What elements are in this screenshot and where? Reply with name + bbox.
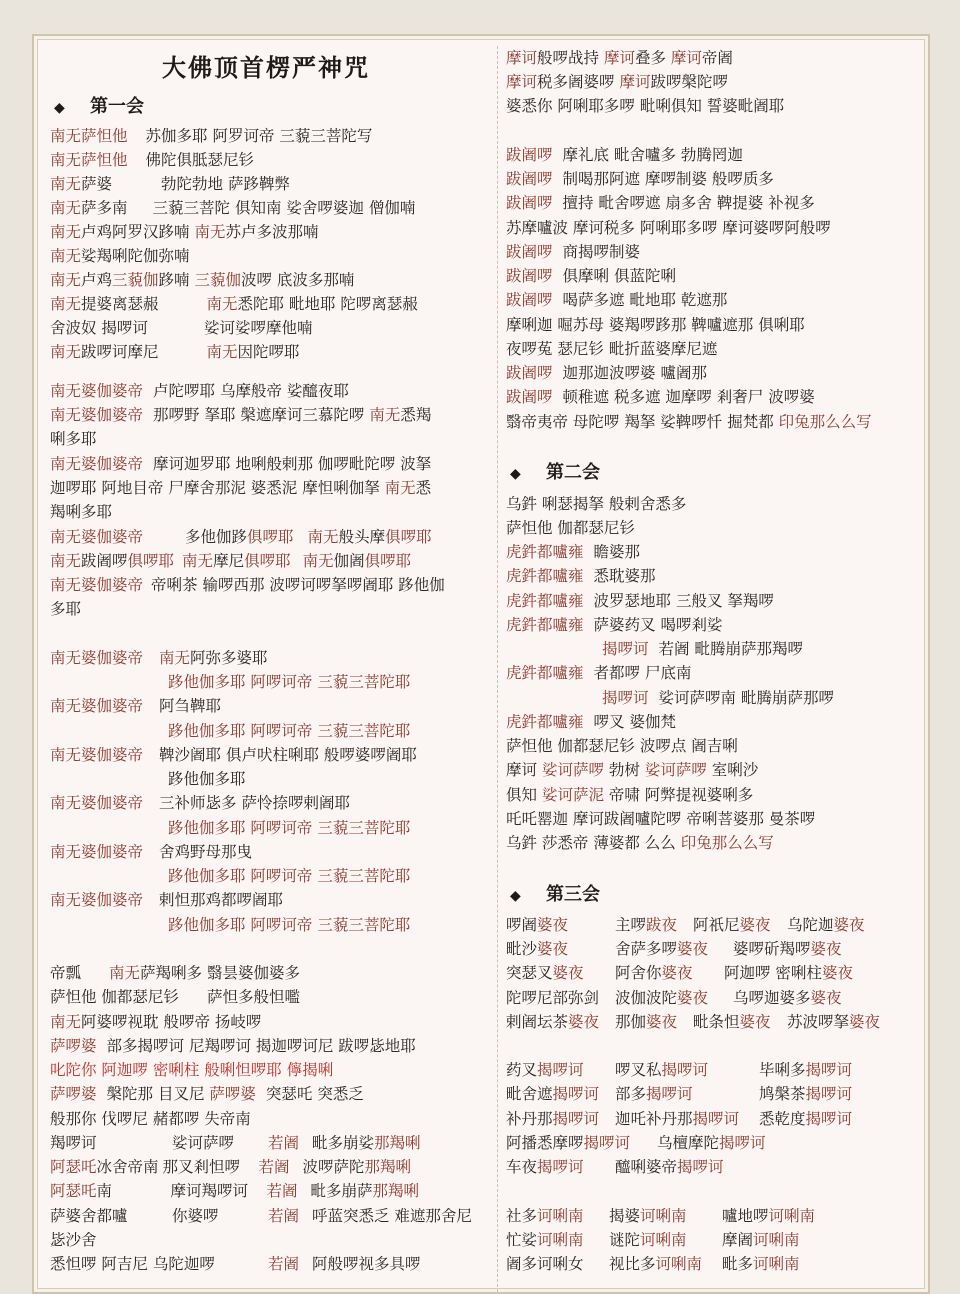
text-line: 南无婆伽婆帝 舍鸡野母那曳 bbox=[50, 843, 253, 861]
text-line: 羯啰诃 娑诃萨啰 若阇 毗多崩娑那羯唎 bbox=[50, 1134, 421, 1152]
text-line: 俱知 娑诃萨泥 帝啸 阿弊提视婆唎多 bbox=[506, 786, 754, 804]
text-line: 南无婆伽婆帝 阿刍鞞耶 bbox=[50, 697, 222, 715]
text-line: 唎多耶 bbox=[50, 430, 97, 448]
text-line: 南无婆伽婆帝 三补师毖多 萨怜捺啰剌阇耶 bbox=[50, 794, 350, 812]
section-heading-1: ◆ 第一会 bbox=[54, 96, 144, 117]
text-line: 跢他伽多耶 阿啰诃帝 三藐三菩陀耶 bbox=[168, 673, 411, 691]
text-line: 南无婆伽婆帝 多他伽跢俱啰耶 南无般头摩俱啰耶 bbox=[50, 528, 432, 546]
text-line: 忙娑诃唎南 谜陀诃唎南 摩阇诃唎南 bbox=[506, 1231, 800, 1249]
text-line: 羯唎多耶 bbox=[50, 503, 113, 521]
text-line: 叱陀你 阿迦啰 密唎柱 般唎怛啰耶 儜揭唎 bbox=[50, 1061, 334, 1079]
text-line: 跢他伽多耶 阿啰诃帝 三藐三菩陀耶 bbox=[168, 819, 411, 837]
text-line: 南无婆伽婆帝 卢陀啰耶 乌摩般帝 娑醯夜耶 bbox=[50, 382, 349, 400]
text-line: 萨啰婆 槃陀那 目叉尼 萨啰婆 突瑟吒 突悉乏 bbox=[50, 1085, 364, 1103]
text-line: 社多诃唎南 揭婆诃唎南 嚧地啰诃唎南 bbox=[506, 1207, 816, 1225]
text-line: 乌鈝 唎瑟揭拏 般剌舍悉多 bbox=[506, 495, 687, 513]
scripture-page bbox=[32, 34, 930, 1294]
section-heading-2: ◆ 第二会 bbox=[510, 462, 600, 483]
text-line: 南无娑羯唎陀伽弥喃 bbox=[50, 247, 190, 265]
text-line: 跋阇啰 顿稚遮 税多遮 迦摩啰 剎奢尸 波啰婆 bbox=[506, 388, 815, 406]
text-line: 跋阇啰 迦那迦波啰婆 嚧阇那 bbox=[506, 364, 707, 382]
text-line: 夜啰菟 瑟尼钐 毗折蓝婆摩尼遮 bbox=[506, 340, 718, 358]
section-heading-3: ◆ 第三会 bbox=[510, 884, 600, 905]
text-line: 虎鈝都嚧雍 波罗瑟地耶 三般叉 拏羯啰 bbox=[506, 592, 774, 610]
text-line: 毖沙舍 bbox=[50, 1231, 97, 1249]
text-line: 跢他伽多耶 阿啰诃帝 三藐三菩陀耶 bbox=[168, 867, 411, 885]
text-line: 阿瑟吒南 摩诃羯啰诃 若阇 毗多崩萨那羯唎 bbox=[50, 1182, 420, 1200]
text-line: 南无婆伽婆帝 鞞沙阇耶 俱卢吠柱唎耶 般啰婆啰阇耶 bbox=[50, 746, 417, 764]
text-line: 跋阇啰 俱摩唎 俱蓝陀唎 bbox=[506, 267, 676, 285]
text-line: 帝瓢 南无萨羯唎多 翳昙婆伽婆多 bbox=[50, 964, 300, 982]
text-line: 阿播悉摩啰揭啰诃 乌檀摩陀揭啰诃 bbox=[506, 1134, 766, 1152]
text-line: 多耶 bbox=[50, 600, 82, 618]
text-line: 阇多诃唎女 视比多诃唎南 毗多诃唎南 bbox=[506, 1255, 800, 1273]
text-line: 虎鈝都嚧雍 萨婆药叉 喝啰剎娑 bbox=[506, 616, 723, 634]
text-line: 跋阇啰 摩礼底 毗舍嚧多 勃腾罔迦 bbox=[506, 146, 743, 164]
text-line: 萨怛他 伽都瑟尼钐 bbox=[506, 519, 635, 537]
text-line: 摩诃税多阇婆啰 摩诃跋啰槃陀啰 bbox=[506, 73, 728, 91]
text-line: 药叉揭啰诃 啰叉私揭啰诃 毕唎多揭啰诃 bbox=[506, 1061, 853, 1079]
text-line: 南无跋阇啰俱啰耶 南无摩尼俱啰耶 南无伽阇俱啰耶 bbox=[50, 552, 412, 570]
text-line: 南无婆伽婆帝 那啰野 拏耶 槃遮摩诃三慕陀啰 南无悉羯 bbox=[50, 406, 432, 424]
text-line: 毗舍遮揭啰诃 部多揭啰诃 鸠槃茶揭啰诃 bbox=[506, 1085, 853, 1103]
diamond-icon: ◆ bbox=[54, 100, 65, 116]
column-divider bbox=[497, 46, 498, 1292]
text-line: 南无萨怛他 苏伽多耶 阿罗诃帝 三藐三菩陀写 bbox=[50, 127, 373, 145]
text-line: 萨怛他 伽都瑟尼钐 萨怛多般怛嚂 bbox=[50, 988, 300, 1006]
text-line: 跋阇啰 擅持 毗舍啰遮 扇多舍 鞞提婆 补视多 bbox=[506, 194, 815, 212]
text-line: 南无提婆离瑟赧 南无悉陀耶 毗地耶 陀啰离瑟赧 bbox=[50, 295, 418, 313]
text-line: 南无跋啰诃摩尼 南无因陀啰耶 bbox=[50, 343, 300, 361]
text-line: 跢他伽多耶 bbox=[168, 770, 246, 788]
text-line: 舍波奴 揭啰诃 娑诃娑啰摩他喃 bbox=[50, 319, 313, 337]
text-line: 啰阇婆夜 主啰跋夜 阿祇尼婆夜 乌陀迦婆夜 bbox=[506, 916, 865, 934]
text-line: 跋阇啰 商揭啰制婆 bbox=[506, 243, 641, 261]
text-line: 阿瑟吒冰舍帝南 那叉剎怛啰 若阇 波啰萨陀那羯唎 bbox=[50, 1158, 412, 1176]
text-line: 萨怛他 伽都瑟尼钐 波啰点 阇吉唎 bbox=[506, 737, 738, 755]
page-title: 大佛顶首楞严神咒 bbox=[162, 53, 370, 82]
text-line: 突瑟叉婆夜 阿舍你婆夜 阿迦啰 密唎柱婆夜 bbox=[506, 964, 853, 982]
text-line: 乌鈝 莎悉帝 薄婆都 么么 印兔那么么写 bbox=[506, 834, 774, 852]
text-line: 南无婆伽婆帝 剌怛那鸡都啰阇耶 bbox=[50, 891, 284, 909]
text-line: 萨婆舍都嚧 你婆啰 若阇 呼蓝突悉乏 难遮那舍尼 bbox=[50, 1207, 472, 1225]
left-column bbox=[50, 36, 490, 1292]
text-line: 南无萨婆 勃陀勃地 萨跢鞞弊 bbox=[50, 175, 290, 193]
text-line: 摩诃 娑诃萨啰 勃树 娑诃萨啰 室唎沙 bbox=[506, 761, 759, 779]
text-line: 南无萨怛他 佛陀俱胝瑟尼钐 bbox=[50, 151, 255, 169]
text-line: 毗沙婆夜 舍萨多啰婆夜 婆啰斫羯啰婆夜 bbox=[506, 940, 842, 958]
text-line: 萨啰婆 部多揭啰诃 尼羯啰诃 揭迦啰诃尼 跋啰毖地耶 bbox=[50, 1037, 416, 1055]
text-line: 南无婆伽婆帝 摩诃迦罗耶 地唎般剌那 伽啰毗陀啰 波拏 bbox=[50, 455, 432, 473]
text-line: 虎鈝都嚧雍 悉耽婆那 bbox=[506, 567, 656, 585]
text-line: 悉怛啰 阿吉尼 乌陀迦啰 若阇 阿般啰视多具啰 bbox=[50, 1255, 421, 1273]
text-line: 跋阇啰 制喝那阿遮 摩啰制婆 般啰质多 bbox=[506, 170, 774, 188]
text-line: 摩诃般啰战持 摩诃叠多 摩诃帝阇 bbox=[506, 49, 733, 67]
text-line: 跢他伽多耶 阿啰诃帝 三藐三菩陀耶 bbox=[168, 916, 411, 934]
text-line: 虎鈝都嚧雍 啰叉 婆伽梵 bbox=[506, 713, 676, 731]
text-line: 补丹那揭啰诃 迦吒补丹那揭啰诃 悉乾度揭啰诃 bbox=[506, 1110, 853, 1128]
text-line: 南无婆伽婆帝 帝唎茶 输啰西那 波啰诃啰拏啰阇耶 跢他伽 bbox=[50, 576, 445, 594]
diamond-icon: ◆ bbox=[510, 466, 521, 482]
text-line: 车夜揭啰诃 醯唎婆帝揭啰诃 bbox=[506, 1158, 724, 1176]
text-line: 婆悉你 阿唎耶多啰 毗唎俱知 誓婆毗阇耶 bbox=[506, 97, 785, 115]
text-line: 南无卢鸡阿罗汉跢喃 南无苏卢多波那喃 bbox=[50, 223, 319, 241]
diamond-icon: ◆ bbox=[510, 888, 521, 904]
text-line: 吒吒罂迦 摩诃跋阇嚧陀啰 帝唎菩婆那 曼茶啰 bbox=[506, 810, 816, 828]
text-line: 苏摩嚧波 摩诃税多 阿唎耶多啰 摩诃婆啰阿般啰 bbox=[506, 219, 831, 237]
text-line: 陀啰尼部弥剑 波伽波陀婆夜 乌啰迦婆多婆夜 bbox=[506, 989, 842, 1007]
text-line: 跢他伽多耶 阿啰诃帝 三藐三菩陀耶 bbox=[168, 722, 411, 740]
text-line: 剌阇坛茶婆夜 那伽婆夜 毗条怛婆夜 苏波啰拏婆夜 bbox=[506, 1013, 881, 1031]
text-line: 揭啰诃 若阇 毗腾崩萨那羯啰 bbox=[602, 640, 803, 658]
text-line: 翳帝夷帝 母陀啰 羯拏 娑鞞啰忏 掘梵都 印兔那么么写 bbox=[506, 413, 872, 431]
text-line: 南无阿婆啰视耽 般啰帝 扬岐啰 bbox=[50, 1013, 262, 1031]
text-line: 跋阇啰 喝萨多遮 毗地耶 乾遮那 bbox=[506, 291, 728, 309]
text-line: 虎鈝都嚧雍 瞻婆那 bbox=[506, 543, 641, 561]
text-line: 南无卢鸡三藐伽跢喃 三藐伽波啰 底波多那喃 bbox=[50, 271, 355, 289]
text-line: 虎鈝都嚧雍 者都啰 尸底南 bbox=[506, 664, 692, 682]
text-line: 摩唎迦 啒苏母 婆羯啰跢那 鞞嚧遮那 俱唎耶 bbox=[506, 316, 805, 334]
text-line: 南无萨多南 三藐三菩陀 俱知南 娑舍啰婆迦 僧伽喃 bbox=[50, 199, 416, 217]
text-line: 揭啰诃 娑诃萨啰南 毗腾崩萨那啰 bbox=[602, 689, 834, 707]
text-line: 般那你 伐啰尼 赭都啰 失帝南 bbox=[50, 1110, 251, 1128]
text-line: 南无婆伽婆帝 南无阿弥多婆耶 bbox=[50, 649, 268, 667]
text-line: 迦啰耶 阿地目帝 尸摩舍那泥 婆悉泥 摩怛唎伽拏 南无悉 bbox=[50, 479, 432, 497]
right-column bbox=[506, 36, 924, 1292]
